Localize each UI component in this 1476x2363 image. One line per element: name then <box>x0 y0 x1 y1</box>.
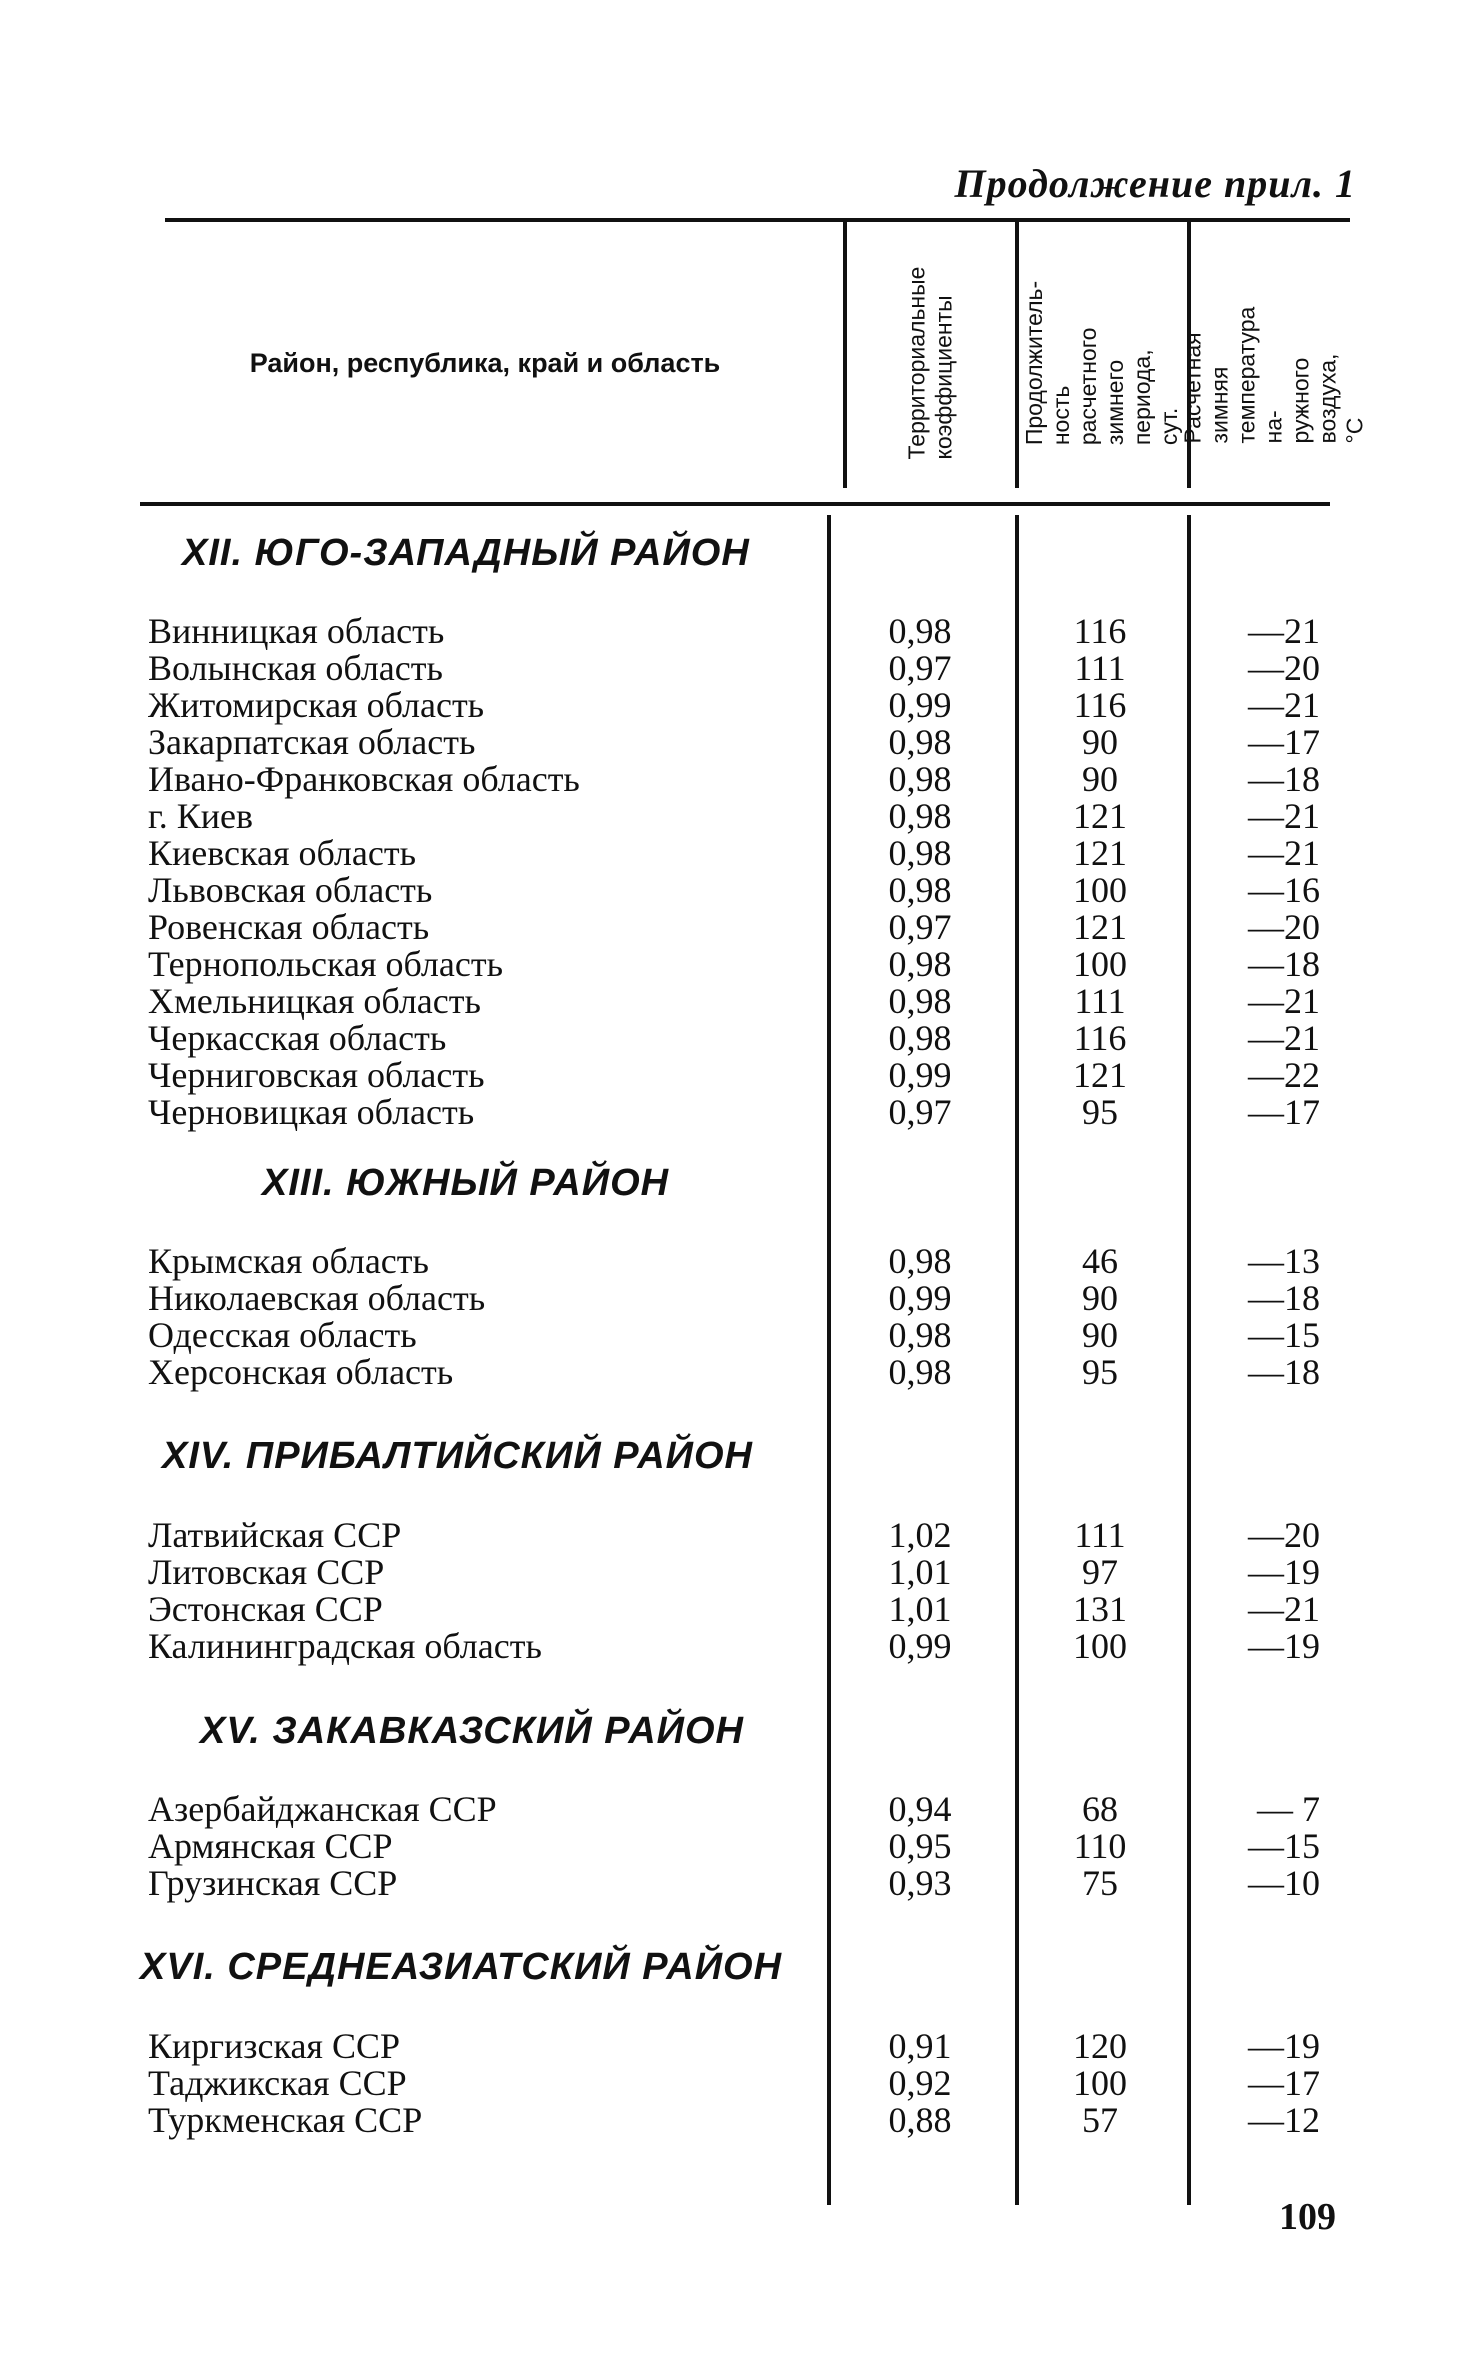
duration-value: 100 <box>1073 1626 1127 1666</box>
coefficient-value: 0,98 <box>888 981 952 1021</box>
coefficient-value: 0,98 <box>888 1352 952 1392</box>
region-name: Таджикская ССР <box>148 2063 407 2103</box>
table-row <box>0 1354 1476 1391</box>
coefficient-value: 1,02 <box>888 1515 952 1555</box>
duration-value: 75 <box>1082 1863 1118 1903</box>
region-name: Ивано-Франковская область <box>148 759 580 799</box>
region-name: Николаевская область <box>148 1278 486 1318</box>
coefficient-value: 0,93 <box>888 1863 952 1903</box>
region-name: Грузинская ССР <box>148 1863 398 1903</box>
duration-value: 90 <box>1082 1278 1118 1318</box>
temperature-value: —20 <box>1248 1515 1320 1555</box>
section-title: XIII. ЮЖНЫЙ РАЙОН <box>262 1162 670 1204</box>
temperature-value: —20 <box>1248 648 1320 688</box>
temperature-value: —19 <box>1248 2026 1320 2066</box>
coefficient-value: 0,97 <box>888 1092 952 1132</box>
column-divider-1 <box>843 218 847 488</box>
coefficient-value: 0,92 <box>888 2063 952 2103</box>
duration-value: 131 <box>1073 1589 1127 1629</box>
temperature-value: —19 <box>1248 1552 1320 1592</box>
coefficient-value: 0,99 <box>888 685 952 725</box>
region-name: Черниговская область <box>148 1055 485 1095</box>
coefficient-value: 0,99 <box>888 1626 952 1666</box>
temperature-value: —13 <box>1248 1241 1320 1281</box>
temperature-value: — 7 <box>1257 1789 1320 1829</box>
temperature-value: —18 <box>1248 759 1320 799</box>
duration-value: 68 <box>1082 1789 1118 1829</box>
header-temperature-text: Расчетная зимняя температура на- ружного воздуха, °С <box>1179 306 1368 443</box>
table-row <box>0 798 1476 835</box>
table-row <box>0 1243 1476 1280</box>
duration-value: 116 <box>1073 1018 1127 1058</box>
table-row <box>0 613 1476 650</box>
region-name: Одесская область <box>148 1315 417 1355</box>
duration-value: 111 <box>1074 648 1126 688</box>
region-name: Киевская область <box>148 833 416 873</box>
table-row <box>0 650 1476 687</box>
section-title: XVI. СРЕДНЕАЗИАТСКИЙ РАЙОН <box>140 1946 783 1988</box>
duration-value: 90 <box>1082 1315 1118 1355</box>
region-name: Житомирская область <box>148 685 485 725</box>
coefficient-value: 0,98 <box>888 1241 952 1281</box>
table-row <box>0 1057 1476 1094</box>
duration-value: 116 <box>1073 685 1127 725</box>
duration-value: 46 <box>1082 1241 1118 1281</box>
header-region: Район, республика, край и область <box>249 347 721 378</box>
temperature-value: —17 <box>1248 2063 1320 2103</box>
duration-value: 100 <box>1073 2063 1127 2103</box>
region-name: Армянская ССР <box>148 1826 393 1866</box>
temperature-value: —15 <box>1248 1315 1320 1355</box>
temperature-value: —18 <box>1248 1278 1320 1318</box>
region-name: Киргизская ССР <box>148 2026 401 2066</box>
region-name: Черновицкая область <box>148 1092 475 1132</box>
temperature-value: —18 <box>1248 944 1320 984</box>
duration-value: 100 <box>1073 944 1127 984</box>
table-row <box>0 1828 1476 1865</box>
region-name: Ровенская область <box>148 907 430 947</box>
region-name: Винницкая область <box>148 611 445 651</box>
duration-value: 100 <box>1073 870 1127 910</box>
region-name: г. Киев <box>148 796 253 836</box>
table-row <box>0 2065 1476 2102</box>
header-duration-text: Продолжитель- ность расчетного зимнего периода, сут. <box>1021 280 1182 446</box>
table-row <box>0 1865 1476 1902</box>
table-row <box>0 761 1476 798</box>
temperature-value: —21 <box>1248 685 1320 725</box>
region-name: Хмельницкая область <box>148 981 481 1021</box>
temperature-value: —20 <box>1248 907 1320 947</box>
region-name: Крымская область <box>148 1241 429 1281</box>
coefficient-value: 0,98 <box>888 1315 952 1355</box>
region-name: Азербайджанская ССР <box>148 1789 497 1829</box>
temperature-value: —21 <box>1248 796 1320 836</box>
table-row <box>0 724 1476 761</box>
coefficient-value: 0,88 <box>888 2100 952 2140</box>
table-row <box>0 983 1476 1020</box>
table-row <box>0 1020 1476 1057</box>
page-number: 109 <box>1279 2196 1336 2238</box>
temperature-value: —17 <box>1248 1092 1320 1132</box>
section-title: XIV. ПРИБАЛТИЙСКИЙ РАЙОН <box>162 1435 753 1477</box>
coefficient-value: 0,98 <box>888 944 952 984</box>
temperature-value: —21 <box>1248 1018 1320 1058</box>
region-name: Черкасская область <box>148 1018 447 1058</box>
temperature-value: —15 <box>1248 1826 1320 1866</box>
table-row <box>0 909 1476 946</box>
region-name: Львовская область <box>148 870 433 910</box>
duration-value: 121 <box>1073 1055 1127 1095</box>
coefficient-value: 1,01 <box>888 1552 952 1592</box>
table-row <box>0 1628 1476 1665</box>
region-name: Литовская ССР <box>148 1552 385 1592</box>
coefficient-value: 0,94 <box>888 1789 952 1829</box>
temperature-value: —21 <box>1248 981 1320 1021</box>
duration-value: 111 <box>1074 1515 1126 1555</box>
region-name: Закарпатская область <box>148 722 476 762</box>
coefficient-value: 0,98 <box>888 759 952 799</box>
header-duration <box>1022 218 1182 508</box>
table-row <box>0 1554 1476 1591</box>
coefficient-value: 0,98 <box>888 833 952 873</box>
duration-value: 90 <box>1082 722 1118 762</box>
duration-value: 110 <box>1073 1826 1127 1866</box>
temperature-value: —21 <box>1248 833 1320 873</box>
coefficient-value: 0,99 <box>888 1278 952 1318</box>
column-divider-2 <box>1015 218 1019 488</box>
table-row <box>0 1791 1476 1828</box>
temperature-value: —17 <box>1248 722 1320 762</box>
region-name: Эстонская ССР <box>148 1589 383 1629</box>
coefficient-value: 1,01 <box>888 1589 952 1629</box>
temperature-value: —10 <box>1248 1863 1320 1903</box>
coefficient-value: 0,97 <box>888 648 952 688</box>
region-name: Калининградская область <box>148 1626 542 1666</box>
continuation-label: Продолжение прил. 1 <box>954 161 1356 206</box>
coefficient-value: 0,95 <box>888 1826 952 1866</box>
temperature-value: —22 <box>1248 1055 1320 1095</box>
duration-value: 120 <box>1073 2026 1127 2066</box>
region-name: Волынская область <box>148 648 443 688</box>
header-coefficient <box>850 218 1010 508</box>
table-row <box>0 2102 1476 2139</box>
temperature-value: —18 <box>1248 1352 1320 1392</box>
region-name: Тернопольская область <box>148 944 503 984</box>
region-name: Туркменская ССР <box>148 2100 423 2140</box>
temperature-value: —21 <box>1248 611 1320 651</box>
coefficient-value: 0,97 <box>888 907 952 947</box>
table-row <box>0 687 1476 724</box>
duration-value: 57 <box>1082 2100 1118 2140</box>
table-row <box>0 1280 1476 1317</box>
region-name: Херсонская область <box>148 1352 454 1392</box>
section-title: XV. ЗАКАВКАЗСКИЙ РАЙОН <box>200 1710 744 1752</box>
duration-value: 95 <box>1082 1092 1118 1132</box>
coefficient-value: 0,91 <box>888 2026 952 2066</box>
temperature-value: —12 <box>1248 2100 1320 2140</box>
coefficient-value: 0,98 <box>888 722 952 762</box>
region-name: Латвийская ССР <box>148 1515 402 1555</box>
temperature-value: —21 <box>1248 1589 1320 1629</box>
section-title: XII. ЮГО-ЗАПАДНЫЙ РАЙОН <box>182 532 750 574</box>
table-row <box>0 1591 1476 1628</box>
coefficient-value: 0,98 <box>888 870 952 910</box>
temperature-value: —19 <box>1248 1626 1320 1666</box>
table-row <box>0 1317 1476 1354</box>
header-coefficient-text: Территориальные коэффициенты <box>903 266 956 460</box>
duration-value: 121 <box>1073 796 1127 836</box>
table-row <box>0 835 1476 872</box>
table-row <box>0 1094 1476 1131</box>
duration-value: 111 <box>1074 981 1126 1021</box>
table-row <box>0 1517 1476 1554</box>
temperature-value: —16 <box>1248 870 1320 910</box>
coefficient-value: 0,98 <box>888 796 952 836</box>
duration-value: 95 <box>1082 1352 1118 1392</box>
duration-value: 121 <box>1073 833 1127 873</box>
duration-value: 121 <box>1073 907 1127 947</box>
coefficient-value: 0,98 <box>888 611 952 651</box>
coefficient-value: 0,98 <box>888 1018 952 1058</box>
duration-value: 97 <box>1082 1552 1118 1592</box>
table-row <box>0 2028 1476 2065</box>
duration-value: 116 <box>1073 611 1127 651</box>
duration-value: 90 <box>1082 759 1118 799</box>
table-row <box>0 946 1476 983</box>
header-temperature <box>1179 218 1368 508</box>
coefficient-value: 0,99 <box>888 1055 952 1095</box>
table-row <box>0 872 1476 909</box>
